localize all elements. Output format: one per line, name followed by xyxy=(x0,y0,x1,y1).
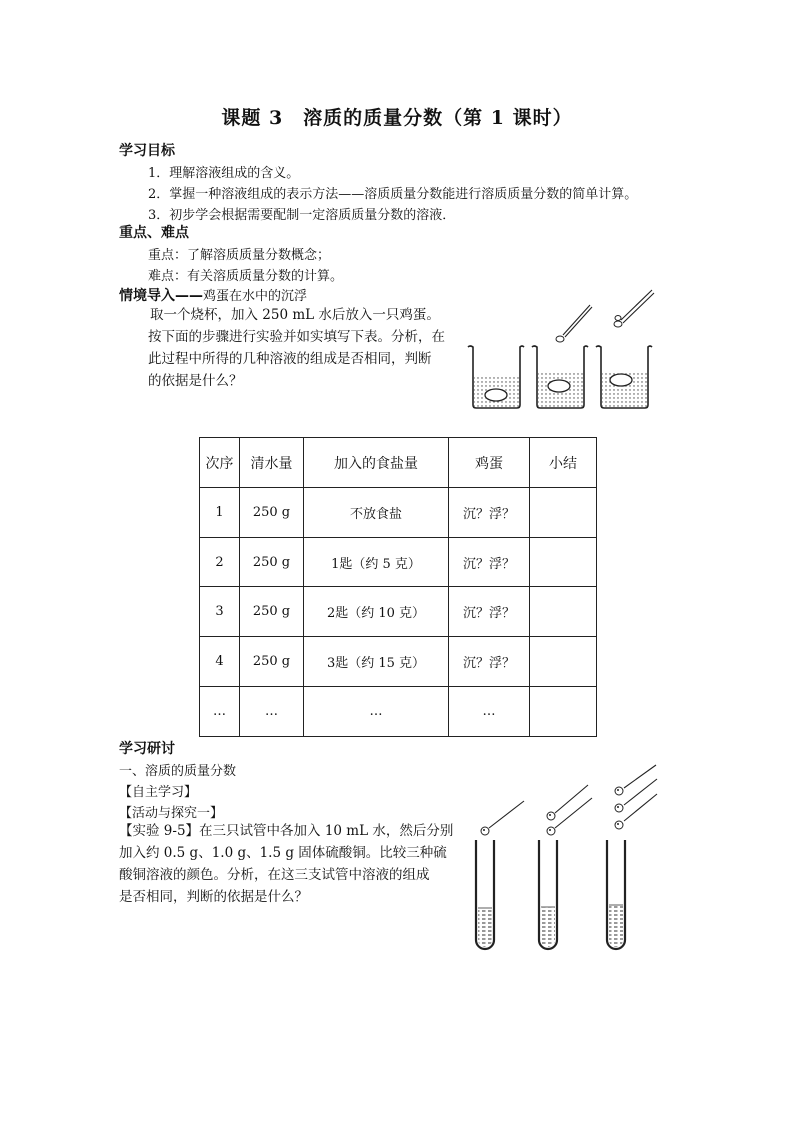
cell-salt: 1匙（约 5 克） xyxy=(304,538,449,587)
cell-water: 250 g xyxy=(240,637,304,687)
cell-egg: … xyxy=(449,687,530,737)
test-tube-illustration xyxy=(470,765,660,960)
goal-item-2: 2．掌握一种溶液组成的表示方法——溶质质量分数能进行溶质质量分数的简单计算。 xyxy=(148,187,638,202)
table-row xyxy=(200,587,597,637)
experiment-line-3: 酸铜溶液的颜色。分析，在这三支试管中溶液的组成 xyxy=(119,867,430,883)
experiment-table xyxy=(199,437,597,737)
experiment-line-1: 【实验 9-5】在三只试管中各加入 10 mL 水，然后分别 xyxy=(119,823,454,839)
scenario-subheading: 鸡蛋在水中的沉浮 xyxy=(203,289,308,304)
beaker-3 xyxy=(596,346,652,408)
spoon-2 xyxy=(614,290,654,327)
cell-water: 250 g xyxy=(240,587,304,637)
scenario-line-1: 取一个烧杯，加入 250 mL 水后放入一只鸡蛋。 xyxy=(150,307,440,323)
cell-salt: … xyxy=(304,687,449,737)
cell-order: 1 xyxy=(200,488,240,538)
cell-egg: 沉？浮？ xyxy=(449,538,530,587)
scenario-line-2: 按下面的步骤进行实验并如实填写下表。分析，在 xyxy=(148,329,445,345)
spoon-tube-2 xyxy=(547,785,592,835)
study-section: 一、溶质的质量分数 xyxy=(119,764,237,779)
cell-salt: 不放食盐 xyxy=(304,488,449,538)
header-summary: 小结 xyxy=(530,438,597,488)
scenario-heading: 情境导入—— xyxy=(119,288,203,304)
cell-summary[interactable] xyxy=(530,587,597,637)
cell-egg: 沉？浮？ xyxy=(449,587,530,637)
spoon-tube-3 xyxy=(615,765,657,829)
goal-item-3: 3．初步学会根据需要配制一定溶质质量分数的溶液． xyxy=(148,208,456,223)
table-header-row xyxy=(200,438,597,488)
table-row xyxy=(200,687,597,737)
cell-summary[interactable] xyxy=(530,687,597,737)
cell-order: … xyxy=(200,687,240,737)
table-row xyxy=(200,538,597,587)
page-title: 课题 3 溶质的质量分数（第 1 课时） xyxy=(221,107,573,129)
cell-egg: 沉？浮？ xyxy=(449,488,530,538)
key-points-heading: 重点、难点 xyxy=(119,225,189,241)
test-tube-3 xyxy=(607,840,625,949)
cell-order: 4 xyxy=(200,637,240,687)
scenario-heading-row xyxy=(119,285,307,305)
cell-salt: 3匙（约 15 克） xyxy=(304,637,449,687)
header-egg: 鸡蛋 xyxy=(449,438,530,488)
key-point: 重点：了解溶质质量分数概念； xyxy=(148,248,331,263)
test-tube-1 xyxy=(476,840,494,949)
cell-summary[interactable] xyxy=(530,637,597,687)
cell-water: 250 g xyxy=(240,488,304,538)
difficult-point: 难点：有关溶质质量分数的计算。 xyxy=(148,269,344,284)
header-water: 清水量 xyxy=(240,438,304,488)
table-row xyxy=(200,637,597,687)
scenario-line-4: 的依据是什么？ xyxy=(148,373,243,389)
table-row xyxy=(200,488,597,538)
cell-salt: 2匙（约 10 克） xyxy=(304,587,449,637)
self-study-label: 【自主学习】 xyxy=(119,785,198,800)
spoon-tube-1 xyxy=(481,801,524,835)
cell-egg: 沉？浮？ xyxy=(449,637,530,687)
experiment-line-4: 是否相同，判断的依据是什么？ xyxy=(119,889,308,905)
experiment-line-2: 加入约 0.5 g、1.0 g、1.5 g 固体硫酸铜。比较三种硫 xyxy=(119,845,447,861)
cell-water: … xyxy=(240,687,304,737)
spoon-1 xyxy=(556,305,592,342)
study-heading: 学习研讨 xyxy=(119,741,175,757)
beaker-1 xyxy=(468,346,524,408)
cell-water: 250 g xyxy=(240,538,304,587)
beaker-egg-illustration xyxy=(465,285,665,415)
test-tube-2 xyxy=(539,840,557,949)
goal-item-1: 1．理解溶液组成的含义。 xyxy=(148,166,300,181)
cell-summary[interactable] xyxy=(530,538,597,587)
header-order: 次序 xyxy=(200,438,240,488)
activity-label: 【活动与探究一】 xyxy=(119,806,224,821)
scenario-line-3: 此过程中所得的几种溶液的组成是否相同，判断 xyxy=(148,351,432,367)
goals-heading: 学习目标 xyxy=(119,143,175,159)
cell-summary[interactable] xyxy=(530,488,597,538)
cell-order: 2 xyxy=(200,538,240,587)
cell-order: 3 xyxy=(200,587,240,637)
beaker-2 xyxy=(532,346,588,408)
header-salt: 加入的食盐量 xyxy=(304,438,449,488)
